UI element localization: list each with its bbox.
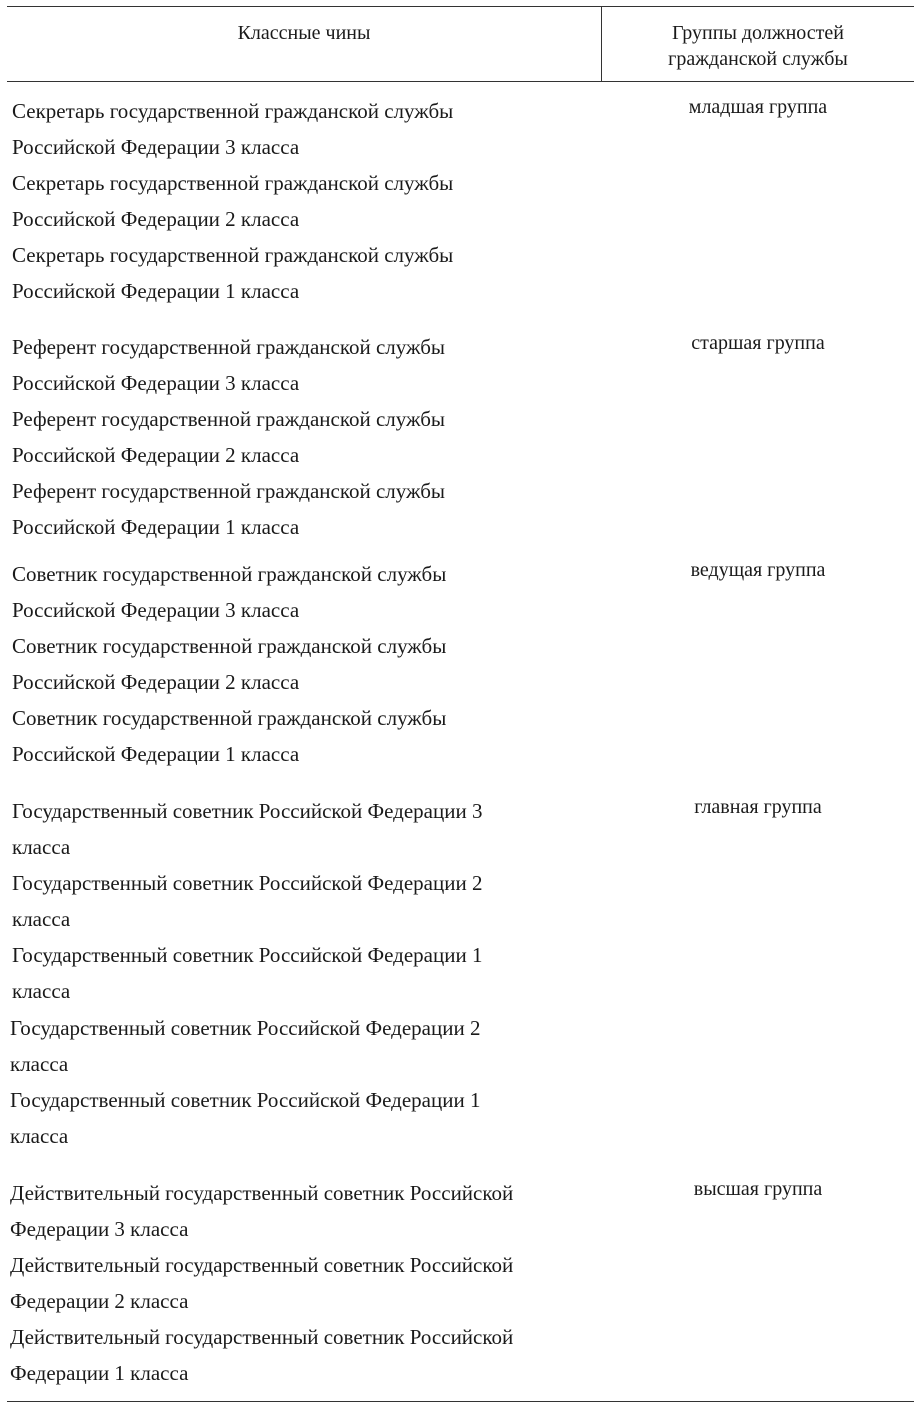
rank-line: Российской Федерации 2 класса (12, 670, 300, 694)
rank-item (12, 865, 602, 937)
rank-item (12, 937, 602, 1009)
rank-item (10, 1175, 600, 1247)
header-bottom-rule (7, 81, 914, 82)
rank-line: Российской Федерации 2 класса (12, 207, 300, 231)
rank-item (12, 700, 602, 772)
rank-item (10, 1319, 600, 1391)
rank-line: Российской Федерации 3 класса (12, 371, 300, 395)
rank-line: класса (12, 835, 71, 859)
column-header-groups-line2: гражданской службы (668, 48, 848, 70)
rank-line: Федерации 2 класса (10, 1289, 189, 1313)
column-header-groups (602, 20, 914, 72)
rank-item (12, 628, 602, 700)
rank-line: Государственный советник Российской Федерации 3 (12, 799, 483, 823)
column-header-groups-line1: Группы должностей (672, 22, 844, 44)
group-label-leading: ведущая группа (690, 559, 826, 581)
rank-item (12, 793, 602, 865)
rank-item (12, 93, 602, 165)
rank-line: Государственный советник Российской Федерации 2 (10, 1016, 481, 1040)
rank-line: Российской Федерации 1 класса (12, 515, 300, 539)
rank-line: Советник государственной гражданской службы (12, 562, 447, 586)
group-label-senior: старшая группа (691, 332, 825, 354)
rank-line: Секретарь государственной гражданской службы (12, 171, 454, 195)
rank-line: Референт государственной гражданской службы (12, 407, 445, 431)
rank-line: Секретарь государственной гражданской службы (12, 99, 454, 123)
rank-line: Российской Федерации 2 класса (12, 443, 300, 467)
group-label-junior: младшая группа (688, 96, 828, 118)
rank-item (12, 237, 602, 309)
table-top-rule (7, 6, 914, 7)
rank-line: Советник государственной гражданской службы (12, 706, 447, 730)
rank-item (10, 1082, 600, 1154)
rank-item (12, 165, 602, 237)
rank-line: Федерации 1 класса (10, 1361, 189, 1385)
rank-item (12, 401, 602, 473)
table-bottom-rule (7, 1401, 914, 1402)
rank-line: Российской Федерации 3 класса (12, 135, 300, 159)
ranks-table (7, 6, 914, 1402)
rank-item (10, 1247, 600, 1319)
rank-line: класса (10, 1124, 69, 1148)
rank-line: Секретарь государственной гражданской службы (12, 243, 454, 267)
rank-line: Российской Федерации 3 класса (12, 598, 300, 622)
rank-line: Референт государственной гражданской службы (12, 335, 445, 359)
rank-item (12, 556, 602, 628)
rank-line: класса (10, 1052, 69, 1076)
rank-line: Действительный государственный советник Российской (10, 1253, 514, 1277)
rank-item (12, 329, 602, 401)
rank-line: Российской Федерации 1 класса (12, 279, 300, 303)
rank-line: Референт государственной гражданской службы (12, 479, 445, 503)
group-label-main: главная группа (694, 796, 822, 818)
rank-line: Государственный советник Российской Федерации 1 (12, 943, 483, 967)
rank-line: Федерации 3 класса (10, 1217, 189, 1241)
rank-line: Российской Федерации 1 класса (12, 742, 300, 766)
rank-line: класса (12, 907, 71, 931)
rank-line: Государственный советник Российской Федерации 1 (10, 1088, 481, 1112)
rank-line: Действительный государственный советник Российской (10, 1181, 514, 1205)
rank-line: Советник государственной гражданской службы (12, 634, 447, 658)
rank-line: Действительный государственный советник Российской (10, 1325, 514, 1349)
group-label-highest: высшая группа (693, 1178, 823, 1200)
rank-line: Государственный советник Российской Федерации 2 (12, 871, 483, 895)
rank-item (12, 473, 602, 545)
rank-item (10, 1010, 600, 1082)
rank-line: класса (12, 979, 71, 1003)
column-header-ranks: Классные чины (237, 22, 371, 44)
